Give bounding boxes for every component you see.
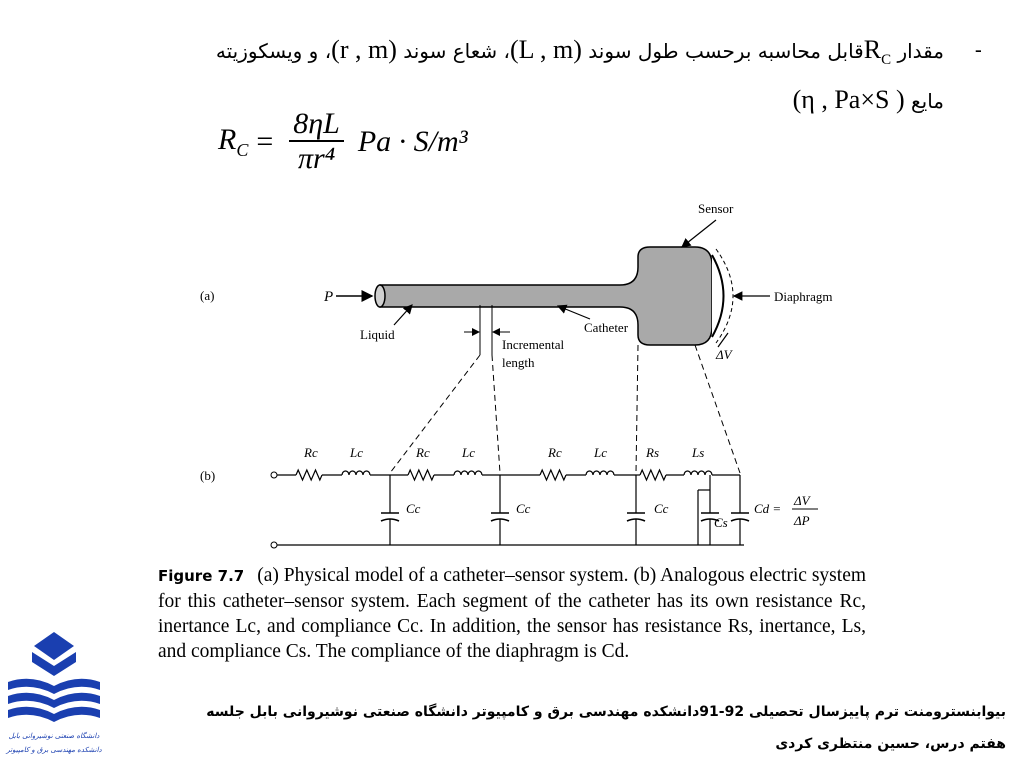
text-segment: ، شعاع سوند [396,39,510,63]
formula-lhs: $R_C$ [218,123,249,160]
lc-label: Lc [594,445,607,460]
text-segment: مقدار [891,39,944,63]
liquid-leader [394,305,412,325]
catheter-figure [150,195,870,555]
catheter-leader [558,306,590,319]
text-segment: قابل محاسبه برحسب طول سوند [581,39,864,63]
formula-denominator: πr⁴ [297,142,336,175]
bullet-text [40,30,944,121]
text-segment: مایع [904,89,944,114]
part-a-label: (a) [200,288,215,303]
delta-v-leader [718,333,728,347]
inductor [684,471,712,475]
bullet-dash: - [974,38,982,62]
projection-lines [390,345,740,473]
catheter-body [380,247,712,345]
formula-fraction [289,108,344,176]
logo-mark [8,632,100,722]
university-logo [4,628,104,763]
resistor [296,470,322,480]
formula-numerator: 8ηL [289,108,344,142]
diaphragm-label: Diaphragm [774,289,833,304]
cs-label: Cs [714,515,728,530]
cd-denominator: ΔP [794,513,810,528]
length-unit: (L , m) [509,35,582,64]
cc-label: Cc [406,501,421,516]
footer-line-2: هفتم درس، حسین منتظری کردی [775,736,1006,752]
resistor [540,470,566,480]
catheter-label: Catheter [584,320,629,335]
caption-text: (a) Physical model of a catheter–sensor system. (b) Analogous electric system for this catheter–sensor system. Each segment of the catheter has its own resistance Rc, inertance Lc, and compliance Cc. In addition, the sensor has resistance Rs, inertance, Ls, and compliance Cs. The compliance of the diaphragm is Cd. [158,565,867,662]
sensor-leader [682,220,716,247]
sensor-label: Sensor [698,201,734,216]
catheter-end [375,285,385,307]
text-segment: ، و ویسکوزیته [215,39,332,63]
inductor [454,471,482,475]
terminal-bottom [271,542,277,548]
logo-caption-2: دانشکده مهندسی برق و کامپیوتر [6,746,102,754]
resistor [640,470,666,480]
lc-label: Lc [350,445,363,460]
rc-label: Rc [304,445,318,460]
resistor [408,470,434,480]
ls-label: Ls [692,445,705,460]
diaphragm-shape [712,255,724,337]
figure-number: Figure 7.7 [158,567,245,585]
cc-label: Cc [516,501,531,516]
rc-label: Rc [416,445,430,460]
radius-unit: (r , m) [331,35,397,64]
incremental-label: Incremental [502,337,565,352]
bullet-paragraph [40,30,990,121]
part-b-label: (b) [200,468,216,483]
circuit-network [277,470,749,545]
cd-label: Cd = [754,501,782,516]
length-label: length [502,355,535,370]
delta-v-label: ΔV [716,347,732,362]
rc-label: Rc [548,445,562,460]
cd-numerator: ΔV [794,493,810,508]
p-label: P [324,289,334,305]
figure-caption [158,563,866,664]
logo-caption-1: دانشگاه صنعتی نوشیروانی بابل [8,732,100,740]
terminal-top [271,472,277,478]
component-labels [303,445,818,530]
inductor [342,471,370,475]
rs-label: Rs [646,445,659,460]
formula-units: Pa · S/m³ [357,125,468,158]
lc-label: Lc [462,445,475,460]
viscosity-unit: (η , Pa×S ) [792,85,905,115]
cc-label: Cc [654,501,669,516]
formula-equals: = [256,125,274,158]
inductor [586,471,614,475]
footer-line-1: بیوابنسترومنت ترم پاییزسال تحصیلی 92-91دانشکده مهندسی برق و کامپیوتر دانشگاه صنعتی نوشیروانی بابل جلسه [206,704,1006,720]
rc-symbol: $R_C$ [863,35,892,69]
liquid-label: Liquid [360,327,395,342]
resistance-formula [218,108,468,176]
